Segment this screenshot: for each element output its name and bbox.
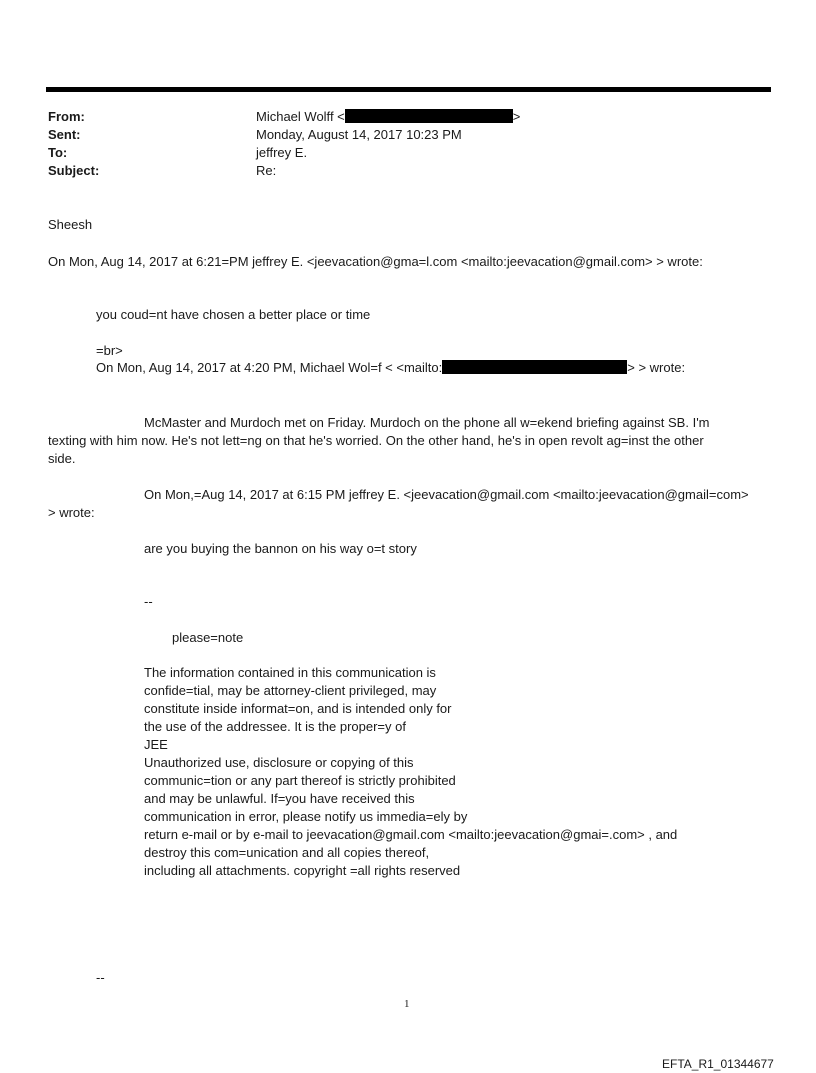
bates-number: EFTA_R1_01344677 — [662, 1057, 774, 1071]
from-value — [256, 108, 520, 126]
subject-label: Subject: — [48, 163, 100, 178]
bannon-text: are you buying the bannon on his way o=t story — [144, 541, 417, 556]
murdoch-line-3: side. — [48, 451, 76, 466]
please-note: please=note — [172, 630, 244, 645]
murdoch-line-2: texting with him now. He's not lett=ng on that he's worried. On the other hand, he's in open revolt ag=inst the other — [48, 433, 704, 448]
greeting: Sheesh — [48, 217, 93, 232]
from-name: Michael Wolff < — [256, 109, 345, 124]
disclaimer-line: and may be unlawful. If=you have received this — [144, 791, 415, 806]
disclaimer-line: Unauthorized use, disclosure or copying of this — [144, 755, 414, 770]
sent-value: Monday, August 14, 2017 10:23 PM — [256, 127, 462, 142]
to-value: jeffrey E. — [256, 145, 308, 160]
from-label: From: — [48, 109, 85, 124]
quote2-header-suffix: > > wrote: — [627, 360, 686, 375]
quote3-header-line-2: > wrote: — [48, 505, 95, 520]
disclaimer-line: including all attachments. copyright =all rights reserved — [144, 863, 461, 878]
redaction-box — [442, 360, 627, 374]
from-close: > — [512, 109, 521, 124]
trailing-dashes: -- — [96, 970, 105, 985]
disclaimer-line: constitute inside informat=on, and is intended only for — [144, 701, 452, 716]
murdoch-line-1: McMaster and Murdoch met on Friday. Murdoch on the phone all w=ekend briefing against SB. I'm — [144, 415, 710, 430]
sent-label: Sent: — [48, 127, 81, 142]
disclaimer-line: the use of the addressee. It is the proper=y of — [144, 719, 406, 734]
quote1-text: you coud=nt have chosen a better place or time — [96, 307, 371, 322]
quote2-header — [96, 359, 685, 377]
disclaimer-line: confide=tial, may be attorney-client privileged, may — [144, 683, 437, 698]
br-marker: =br> — [96, 343, 123, 358]
disclaimer-line: communic=tion or any part thereof is strictly prohibited — [144, 773, 456, 788]
disclaimer-line: JEE — [144, 737, 168, 752]
quote2-header-prefix: On Mon, Aug 14, 2017 at 4:20 PM, Michael Wol=f < <mailto: — [96, 360, 443, 375]
to-label: To: — [48, 145, 68, 160]
disclaimer-line: communication in error, please notify us immedia=ely by — [144, 809, 468, 824]
header-rule — [46, 87, 771, 92]
redaction-box — [345, 109, 513, 123]
disclaimer — [144, 664, 677, 880]
subject-value: Re: — [256, 163, 277, 178]
quote3-header-line-1: On Mon,=Aug 14, 2017 at 6:15 PM jeffrey E. <jeevacation@gmail.com <mailto:jeevacation@gmail=com> — [144, 487, 749, 502]
signature-dashes: -- — [144, 594, 153, 609]
quote1-header: On Mon, Aug 14, 2017 at 6:21=PM jeffrey E. <jeevacation@gma=l.com <mailto:jeevacation@gmail.com> > wrote: — [48, 254, 703, 269]
disclaimer-line: return e-mail or by e-mail to jeevacation@gmail.com <mailto:jeevacation@gmai=.com> , and — [144, 827, 678, 842]
page-number: 1 — [404, 998, 410, 1010]
disclaimer-line: The information contained in this communication is — [144, 665, 436, 680]
disclaimer-line: destroy this com=unication and all copies thereof, — [144, 845, 430, 860]
